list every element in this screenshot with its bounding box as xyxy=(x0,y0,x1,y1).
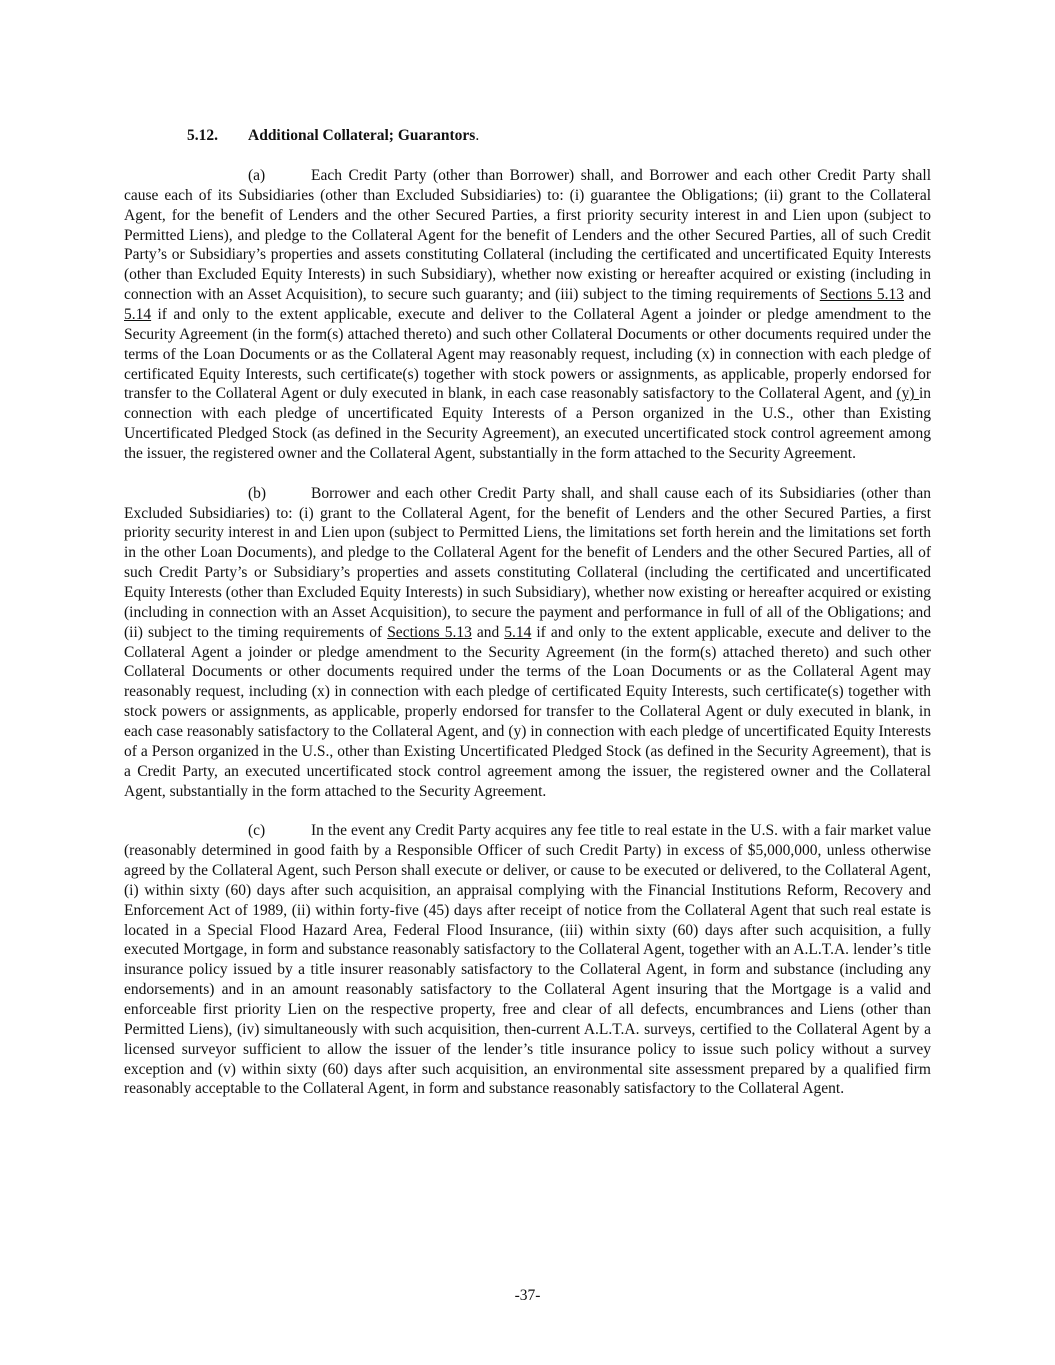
section-title: Additional Collateral; Guarantors xyxy=(248,127,476,144)
section-number: 5.12. xyxy=(187,127,218,144)
paragraph-c xyxy=(124,821,931,1099)
paragraph-b-section-ref-514: 5.14 xyxy=(504,623,532,641)
paragraph-a-text-4: in connection with each pledge of uncertificated Equity Interests of a Person organized in the U.S., other than Existing Uncertificated Pledged Stock (as defined in the Security Agreement), an executed uncertificated stock control agreement among the issuer, the registered owner and the Collateral Agent, substantially in the form attached to the Security Agreement. xyxy=(124,385,931,463)
paragraph-a-clause-y: (y) xyxy=(896,385,919,403)
page-number: -37- xyxy=(514,1287,541,1304)
paragraph-c-label: (c) xyxy=(248,822,266,840)
paragraph-b-text-1: Borrower and each other Credit Party shall, and shall cause each of its Subsidiaries (other than Excluded Subsidiaries) to: (i) grant to the Collateral Agent, for the benefit of Lenders and the other Secured Parties, a first priority security interest in and Lien upon (subject to Permitted Liens, the limitations set forth herein and the limitations set forth in the other Loan Documents), and pledge to the Collateral Agent for the benefit of Lenders and the other Secured Parties, all of such Credit Party’s or Subsidiary’s properties and assets constituting Collateral (including the certificated and uncertificated Equity Interests (other than Excluded Equity Interests) in such Subsidiary), whether now existing or hereafter acquired or existing (including in connection with an Asset Acquisition), to secure the payment and performance in full of all of the Obligations; and (ii) subject to the timing requirements of xyxy=(124,484,931,641)
paragraph-b xyxy=(124,484,931,802)
paragraph-a-text-2: and xyxy=(904,286,931,304)
paragraph-a-section-ref-513: Sections 5.13 xyxy=(819,286,905,304)
paragraph-b-text-2: and xyxy=(471,623,505,641)
document-page xyxy=(124,126,931,1119)
paragraph-a-text-3: if and only to the extent applicable, execute and deliver to the Collateral Agent a joinder or pledge amendment to the Security Agreement (in the form(s) attached thereto) and such other Collateral Documents or other documents required under the terms of the Loan Documents or as the Collateral Agent may reasonably request, including (x) in connection with each pledge of certificated Equity Interests, such certificate(s) together with stock powers or assignments, as applicable, properly endorsed for transfer to the Collateral Agent or duly executed in blank, in each case reasonably satisfactory to the Collateral Agent, and xyxy=(124,306,931,403)
paragraph-a-text-1: Each Credit Party (other than Borrower) shall, and Borrower and each other Credit Party shall cause each of its Subsidiaries (other than Excluded Subsidiaries) to: (i) guarantee the Obligations; (ii) grant to the Collateral Agent, for the benefit of Lenders and the other Secured Parties, a first priority security interest in and Lien upon (subject to Permitted Liens), and pledge to the Collateral Agent for the benefit of Lenders and the other Secured Parties, all of such Credit Party’s or Subsidiary’s properties and assets constituting Collateral (including the certificated and uncertificated Equity Interests (other than Excluded Equity Interests) in such Subsidiary), whether now existing or hereafter acquired or existing (including in connection with an Asset Acquisition), to secure such guaranty; and (iii) subject to the timing requirements of xyxy=(124,167,931,304)
paragraph-b-label: (b) xyxy=(248,484,267,502)
paragraph-a-section-ref-514: 5.14 xyxy=(124,306,152,324)
paragraph-a xyxy=(124,166,931,464)
paragraph-c-text-1: In the event any Credit Party acquires any fee title to real estate in the U.S. with a fair market value (reasonably determined in good faith by a Responsible Officer of such Credit Party) in excess of $5,000,000, unless otherwise agreed by the Collateral Agent, such Person shall execute or deliver, or cause to be executed or delivered, to the Collateral Agent, (i) within sixty (60) days after such acquisition, an appraisal complying with the Financial Institutions Reform, Recovery and Enforcement Act of 1989, (ii) within forty-five (45) days after receipt of notice from the Collateral Agent that such real estate is located in a Special Flood Hazard Area, Federal Flood Insurance, (iii) within sixty (60) days after such acquisition, a fully executed Mortgage, in form and substance reasonably satisfactory to the Collateral Agent, together with an A.L.T.A. lender’s title insurance policy issued by a title insurer reasonably satisfactory to the Collateral Agent, in form and substance (including any endorsements) and in an amount reasonably satisfactory to the Collateral Agent insuring that the Mortgage is a valid and enforceable first priority Lien on the respective property, free and clear of all defects, encumbrances and Liens (other than Permitted Liens), (iv) simultaneously with such acquisition, then-current A.L.T.A. surveys, certified to the Collateral Agent by a licensed surveyor sufficient to allow the issuer of the lender’s title insurance policy to issue such policy without a survey exception and (v) within sixty (60) days after such acquisition, an environmental site assessment prepared by a qualified firm reasonably acceptable to the Collateral Agent, in form and substance reasonably satisfactory to the Collateral Agent. xyxy=(124,822,931,1098)
section-heading xyxy=(187,126,931,146)
section-title-period: . xyxy=(475,127,480,144)
paragraph-b-section-ref-513: Sections 5.13 xyxy=(387,623,472,641)
paragraph-b-text-3: if and only to the extent applicable, execute and deliver to the Collateral Agent a joinder or pledge amendment to the Security Agreement (in the form(s) attached thereto) and such other Collateral Documents or other documents required under the terms of the Loan Documents or as the Collateral Agent may reasonably request, including (x) in connection with each pledge of certificated Equity Interests, such certificate(s) together with stock powers or assignments, as applicable, properly endorsed for transfer to the Collateral Agent or duly executed in blank, in each case reasonably satisfactory to the Collateral Agent, and (y) in connection with each pledge of uncertificated Equity Interests of a Person organized in the U.S., other than Existing Uncertificated Pledged Stock (as defined in the Security Agreement), that is a Credit Party, an executed uncertificated stock control agreement among the issuer, the registered owner and the Collateral Agent, substantially in the form attached to the Security Agreement. xyxy=(124,623,932,800)
paragraph-a-label: (a) xyxy=(248,167,266,184)
